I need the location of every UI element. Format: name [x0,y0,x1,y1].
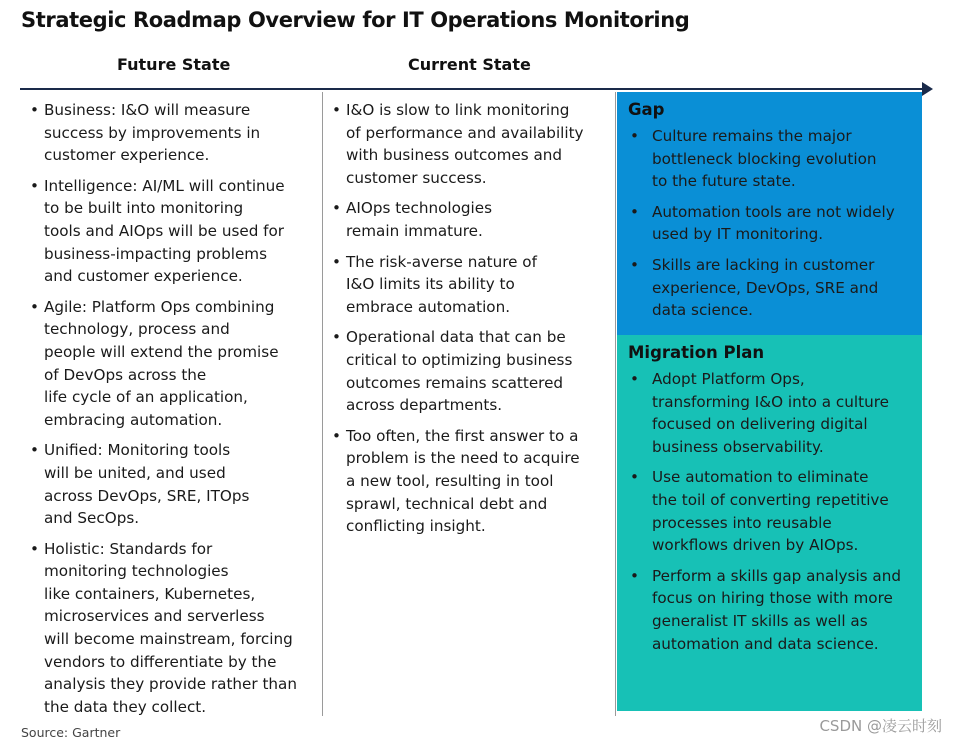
list-item: • Perform a skills gap analysis and focus on hiring those with more generalist IT skills as well as automation and data science. [628,565,922,655]
migration-plan-list [628,368,922,655]
current-state-heading: Current State [408,55,531,74]
current-state-list [324,99,612,538]
page-title: Strategic Roadmap Overview for IT Operations Monitoring [21,8,690,32]
future-state-column [22,99,318,726]
list-item: • Agile: Platform Ops combining technology, process and people will extend the promise of DevOps across the life cycle of an application, embracing automation. [22,296,318,432]
list-item: • Operational data that can be critical to optimizing business outcomes remains scattered across departments. [324,326,612,416]
gap-heading: Gap [628,100,665,119]
future-state-heading: Future State [117,55,231,74]
list-item: • Too often, the first answer to a problem is the need to acquire a new tool, resulting in tool sprawl, technical debt and conflicting insight. [324,425,612,538]
list-item: • Unified: Monitoring tools will be united, and used across DevOps, SRE, ITOps and SecOps. [22,439,318,529]
column-divider [322,92,323,716]
list-item: • I&O is slow to link monitoring of performance and availability with business outcomes and customer success. [324,99,612,189]
gap-list [628,125,922,322]
gap-panel [617,92,922,335]
watermark: CSDN @凌云时刻 [819,717,942,735]
current-state-column [324,99,612,546]
list-item: • Skills are lacking in customer experience, DevOps, SRE and data science. [628,254,922,322]
migration-plan-panel [617,335,922,711]
source-note: Source: Gartner [21,725,121,740]
list-item: • Intelligence: AI/ML will continue to be built into monitoring tools and AIOps will be used for business-impacting problems and customer experience. [22,175,318,288]
list-item: • Business: I&O will measure success by improvements in customer experience. [22,99,318,167]
list-item: • Use automation to eliminate the toil of converting repetitive processes into reusable workflows driven by AIOps. [628,466,922,556]
list-item: • The risk-averse nature of I&O limits its ability to embrace automation. [324,251,612,319]
migration-plan-heading: Migration Plan [628,343,765,362]
list-item: • Culture remains the major bottleneck blocking evolution to the future state. [628,125,922,193]
list-item: • Holistic: Standards for monitoring technologies like containers, Kubernetes, microservices and serverless will become mainstream, forcing vendors to differentiate by the analysis they provide rather than the data they collect. [22,538,318,719]
column-divider [615,92,616,716]
list-item: • Adopt Platform Ops, transforming I&O into a culture focused on delivering digital business observability. [628,368,922,458]
list-item: • Automation tools are not widely used by IT monitoring. [628,201,922,246]
future-state-list [22,99,318,718]
list-item: • AIOps technologies remain immature. [324,197,612,242]
